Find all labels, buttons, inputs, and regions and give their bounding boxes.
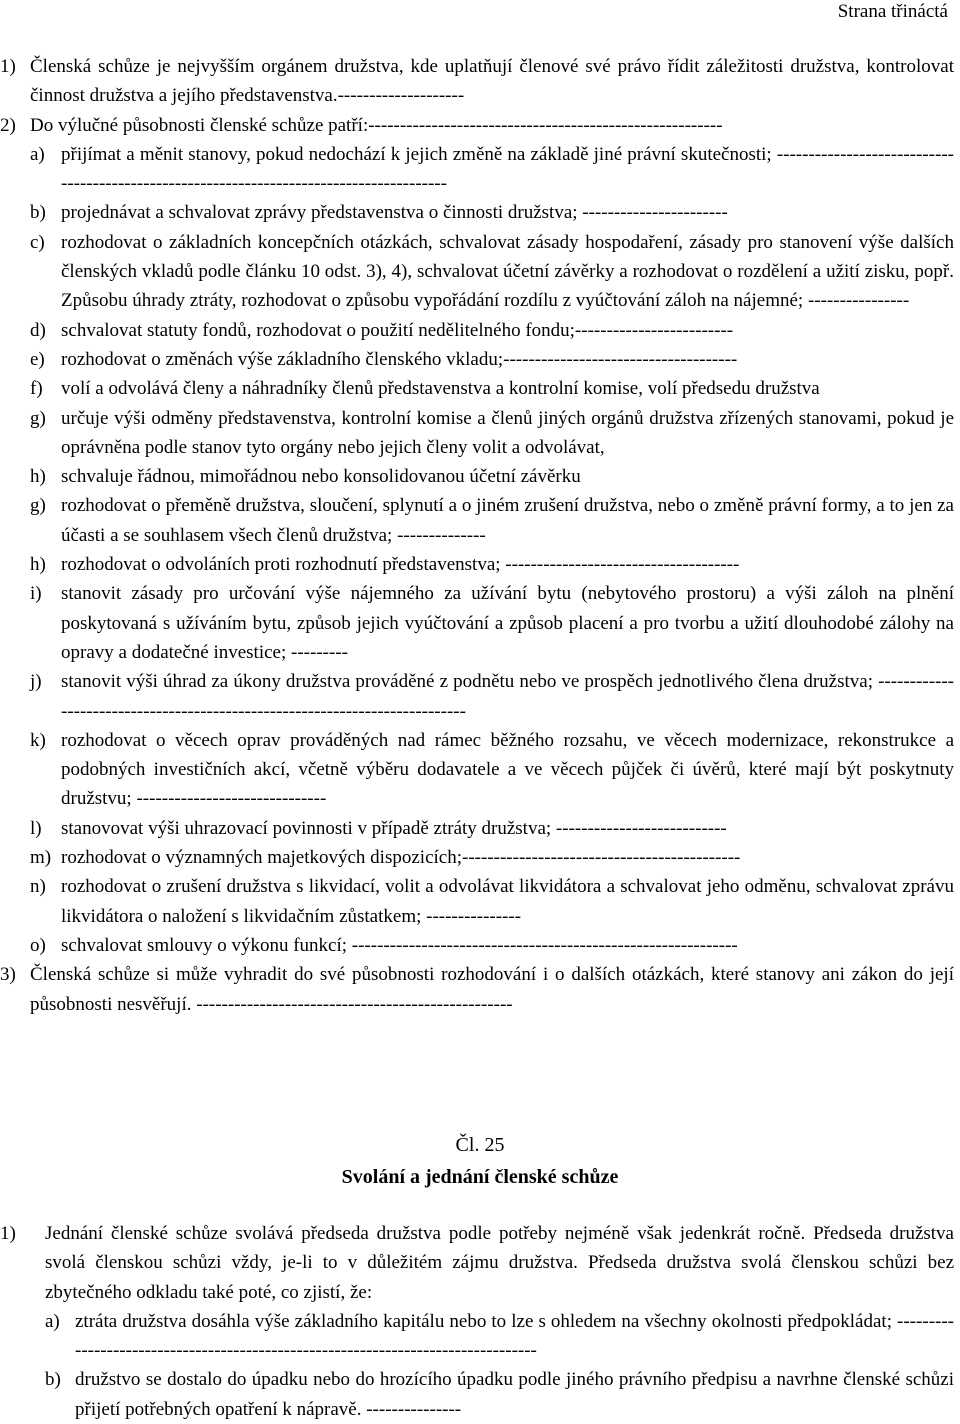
item-label: 1): [0, 1223, 16, 1244]
item-label: h): [30, 554, 46, 576]
item-text: ztráta družstva dosáhla výše základního kapitálu nebo to lze s ohledem na všechny okolnosti předpokládat; ----------------------------------------------------------------------------------: [75, 1310, 954, 1362]
item-text: schvalovat statuty fondů, rozhodovat o použití nedělitelného fondu;-------------------------: [61, 319, 734, 341]
item-label: m): [30, 847, 52, 869]
item-label: j): [30, 671, 42, 693]
article-number: Čl. 25: [455, 1134, 505, 1156]
item-label: h): [30, 466, 46, 488]
item-text: Do výlučné působnosti členské schůze patří:--------------------------------------------------------: [30, 114, 723, 136]
item-label: k): [30, 729, 46, 751]
item-text: Členská schůze si může vyhradit do své působnosti rozhodování i o dalších otázkách, které stanovy ani zákon do její působnosti nesvěřují. --------------------------------------------------: [30, 964, 954, 1015]
list-item: [0, 374, 960, 403]
item-text: schvaluje řádnou, mimořádnou nebo konsolidovanou účetní závěrku: [61, 466, 581, 488]
list-item: [0, 667, 960, 726]
item-text: rozhodovat o základních koncepčních otázkách, schvalovat zásady hospodaření, zásady pro stanovení výše dalších členských vkladů podle článku 10 odst. 3), 4), schvalovat účetní závěrky a rozhodovat o rozdělení a užití zisku, popř. Způsobu úhrady ztráty, rozhodovat o způsobu vypořádání rozdílu z vyúčtování záloh na nájemné; ----------------: [61, 231, 954, 312]
item-text: Jednání členské schůze svolává předseda družstva podle potřeby nejméně však jedenkrát ročně. Předseda družstva svolá členskou schůzi vždy, je-li to v důležitém zájmu družstva. Předseda družstva svolá členskou schůzi bez zbytečného odkladu také poté, co zjistí, že:: [45, 1223, 954, 1303]
item-label: l): [30, 817, 42, 839]
item-label: a): [45, 1310, 60, 1332]
list-item: [0, 198, 960, 227]
list-item: [0, 491, 960, 550]
list-item: [0, 404, 960, 463]
list-item: [0, 1219, 960, 1307]
item-label: g): [30, 407, 46, 429]
list-item: [0, 843, 960, 872]
item-text: stanovit výši úhrad za úkony družstva prováděné z podnětu nebo ve prospěch jednotlivého člena družstva; ----------------------------------------------------------------------------: [61, 671, 954, 722]
item-text: stanovit zásady pro určování výše nájemného za užívání bytu (nebytového prostoru) a výši záloh na plnění poskytovaná s užíváním bytu, způsob jejich vyúčtování a způsob placení a pro tvorbu a užití dlouhodobé zálohy na opravy a dodatečné investice; ---------: [61, 583, 954, 663]
list-item: [0, 872, 960, 931]
list-item: [0, 228, 960, 316]
list-item: [0, 316, 960, 345]
item-label: g): [30, 495, 46, 517]
item-label: c): [30, 231, 45, 253]
item-text: rozhodovat o změnách výše základního členského vkladu;-------------------------------------: [61, 348, 738, 370]
list-item: [0, 726, 960, 814]
item-text: určuje výši odměny představenstva, kontrolní komise a členů jiných orgánů družstva zřízených stanovami, pokud je oprávněna podle stanov tyto orgány nebo jejich členy volit a odvolávat,: [61, 407, 954, 458]
item-text: přijímat a měnit stanovy, pokud nedochází k jejich změně na základě jiné právní skutečnosti; -----------------------------------------------------------------------------------------: [61, 143, 954, 195]
item-label: a): [30, 143, 45, 165]
article-title: Svolání a jednání členské schůze: [341, 1166, 619, 1188]
item-label: 3): [0, 964, 16, 986]
item-label: o): [30, 934, 46, 956]
list-item: [0, 140, 960, 199]
item-text: projednávat a schvalovat zprávy představenstva o činnosti družstva; -----------------------: [61, 202, 728, 224]
article-24-body: [0, 52, 960, 1019]
list-item: [0, 931, 960, 960]
article-25-body: [0, 1219, 960, 1424]
item-label: i): [30, 583, 42, 605]
list-item: [0, 550, 960, 579]
list-item: [0, 462, 960, 491]
list-item: [0, 52, 960, 111]
item-label: e): [30, 348, 45, 370]
item-label: b): [30, 202, 46, 224]
list-item: [0, 1307, 960, 1366]
item-label: 1): [0, 56, 16, 77]
item-text: rozhodovat o věcech oprav prováděných nad rámec běžného rozsahu, ve věcech modernizace, rekonstrukce a podobných investičních akcí, včetně výběru dodavatele a ve věcech půjček či úvěrů, které mají být poskytnuty družstvu; ------------------------------: [61, 729, 954, 810]
item-text: rozhodovat o významných majetkových dispozicích;--------------------------------------------: [61, 847, 741, 869]
item-text: rozhodovat o přeměně družstva, sloučení, splynutí a o jiném zrušení družstva, nebo o změně právní formy, a to jen za účasti a se souhlasem všech členů družstva; --------------: [61, 495, 954, 546]
item-label: f): [30, 378, 43, 400]
item-text: rozhodovat o zrušení družstva s likvidací, volit a odvolávat likvidátora a schvalovat jeho odměnu, schvalovat zprávu likvidátora o naložení s likvidačním zůstatkem; ---------------: [61, 876, 954, 927]
list-item: [0, 111, 960, 140]
item-label: d): [30, 319, 46, 341]
item-text: volí a odvolává členy a náhradníky členů představenstva a kontrolní komise, volí předsedu družstva: [61, 378, 820, 400]
item-text: družstvo se dostalo do úpadku nebo do hrozícího úpadku podle jiného právního předpisu a navrhne členské schůzi přijetí potřebných opatření k nápravě. ---------------: [75, 1369, 954, 1420]
item-text: stanovovat výši uhrazovací povinnosti v případě ztráty družstva; ---------------------------: [61, 817, 727, 839]
item-text: rozhodovat o odvoláních proti rozhodnutí představenstva; -------------------------------------: [61, 554, 740, 576]
list-item: [0, 814, 960, 843]
item-label: b): [45, 1369, 61, 1391]
item-label: 2): [0, 114, 16, 136]
page-number-header: Strana třináctá: [837, 1, 948, 22]
list-item: [0, 579, 960, 667]
item-text: schvalovat smlouvy o výkonu funkcí; -------------------------------------------------------------: [61, 934, 738, 956]
list-item: [0, 960, 960, 1019]
item-text: Členská schůze je nejvyšším orgánem družstva, kde uplatňují členové své právo řídit záležitosti družstva, kontrolovat činnost družstva a jejího představenstva.--------------------: [30, 56, 954, 107]
list-item: [0, 345, 960, 374]
list-item: [0, 1365, 960, 1424]
item-label: n): [30, 876, 46, 898]
